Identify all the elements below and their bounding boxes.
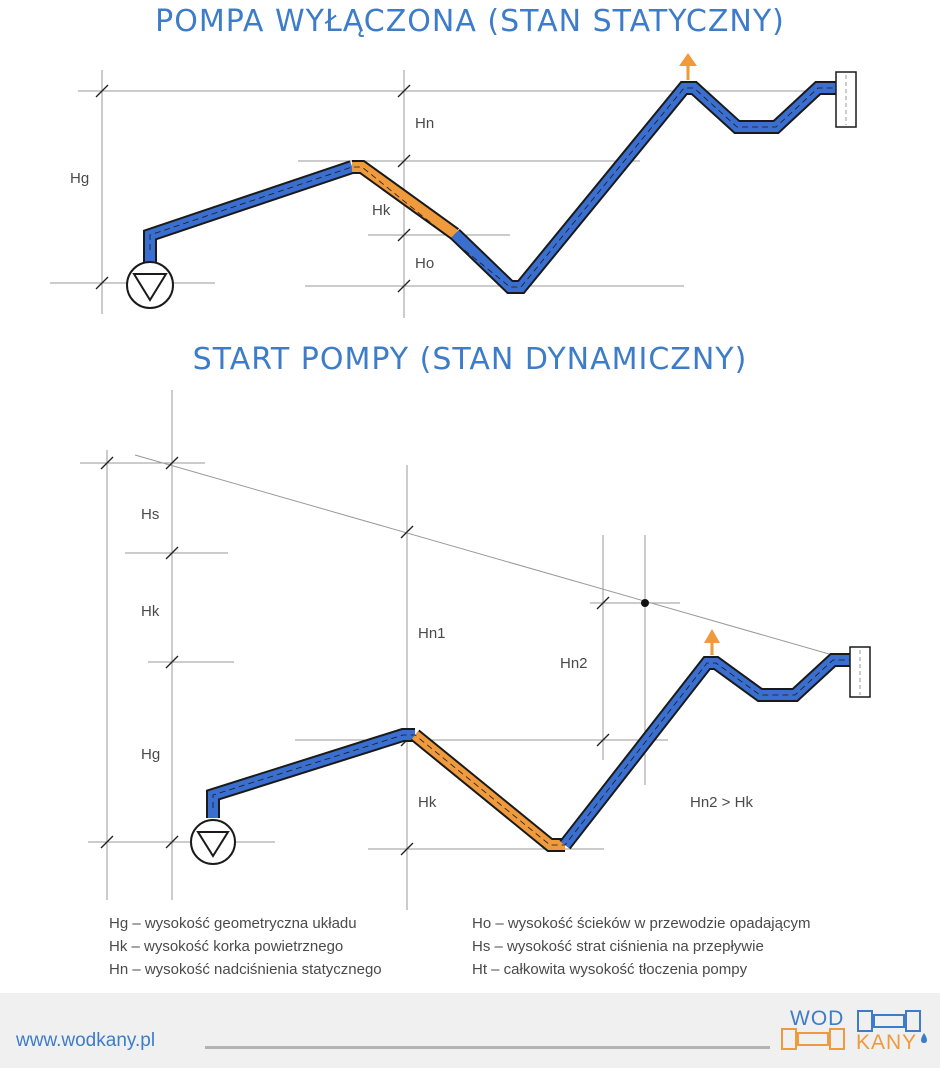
dynamic-label-hk-bottom: Hk — [418, 794, 437, 811]
legend-right-column — [472, 912, 810, 981]
legend-item-ht: Ht – całkowita wysokość tłoczenia pompy — [472, 961, 748, 978]
static-pipe — [150, 88, 836, 287]
dynamic-label-hs: Hs — [141, 506, 160, 523]
legend-item-hg: Hg – wysokość geometryczna układu — [109, 915, 357, 932]
outlet-tank-icon — [836, 72, 856, 127]
dynamic-label-hn2: Hn2 — [560, 655, 588, 672]
dynamic-label-condition: Hn2 > Hk — [690, 794, 753, 811]
static-label-hk: Hk — [372, 202, 391, 219]
pump-icon — [127, 262, 173, 308]
brand-wordmark-bottom: KANY — [856, 1031, 918, 1054]
legend-item-hk: Hk – wysokość korka powietrznego — [109, 938, 344, 955]
footer-bar — [0, 993, 940, 1068]
outlet-tank-icon — [850, 647, 870, 697]
legend-item-hn: Hn – wysokość nadciśnienia statycznego — [109, 961, 382, 978]
static-diagram — [50, 53, 856, 318]
vent-arrow-icon — [704, 629, 720, 655]
pump-icon — [191, 820, 235, 864]
legend-item-hs: Hs – wysokość strat ciśnienia na przepływie — [472, 938, 764, 955]
dynamic-label-hk-left: Hk — [141, 603, 160, 620]
static-label-hn: Hn — [415, 115, 435, 132]
dynamic-tick-marks — [101, 457, 609, 855]
static-label-hg: Hg — [70, 170, 90, 187]
legend-item-ho: Ho – wysokość ścieków w przewodzie opadającym — [472, 915, 811, 932]
hn2-upper-point — [641, 599, 649, 607]
title-static-state: POMPA WYŁĄCZONA (STAN STATYCZNY) — [155, 4, 785, 39]
dynamic-pipe — [213, 660, 850, 845]
dynamic-label-hg: Hg — [141, 746, 161, 763]
static-label-ho: Ho — [415, 255, 435, 272]
legend-left-column — [109, 912, 382, 981]
footer-divider — [205, 1046, 770, 1049]
dynamic-label-hn1: Hn1 — [418, 625, 446, 642]
vent-arrow-icon — [679, 53, 697, 80]
website-link[interactable]: www.wodkany.pl — [16, 1030, 156, 1051]
title-dynamic-state: START POMPY (STAN DYNAMICZNY) — [192, 342, 748, 377]
brand-wordmark-top: WOD — [790, 1007, 845, 1030]
dynamic-diagram — [80, 390, 870, 910]
